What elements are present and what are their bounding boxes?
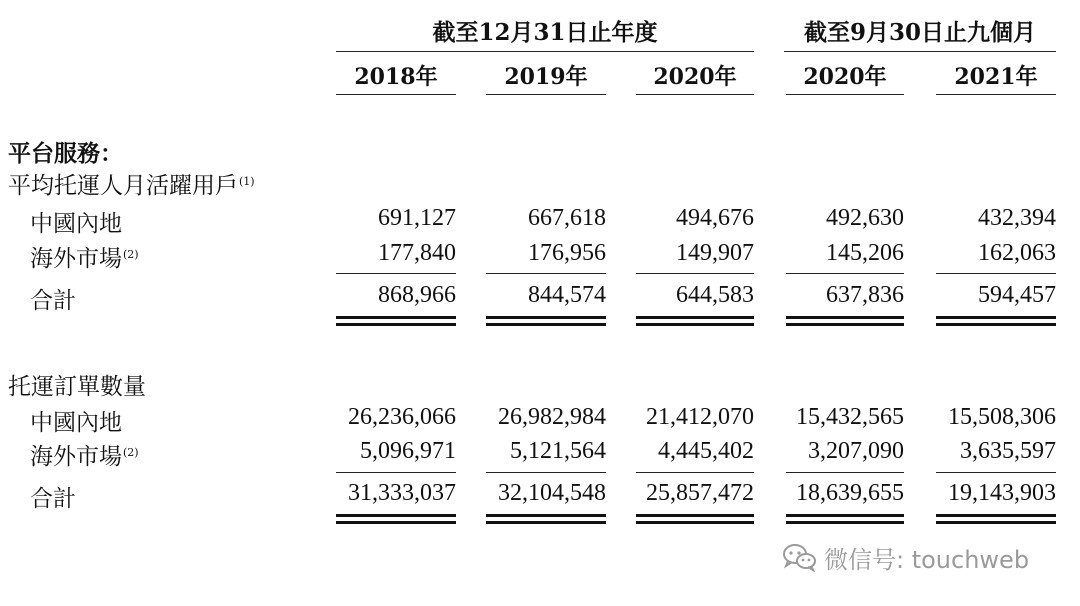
table-cell-total: 844,574	[528, 282, 606, 308]
total-double-rule	[786, 521, 904, 524]
row-label-total: 合計	[30, 288, 76, 314]
total-double-rule	[786, 316, 904, 319]
table-cell: 494,676	[676, 205, 754, 231]
table-cell: 145,206	[826, 240, 904, 266]
total-double-rule	[336, 514, 456, 517]
table-cell-total: 32,104,548	[498, 480, 606, 506]
table-cell-total: 637,836	[826, 282, 904, 308]
table-cell-total: 644,583	[676, 282, 754, 308]
subtotal-rule	[336, 472, 456, 473]
header-nine-months-rule	[784, 51, 1056, 52]
subtotal-rule	[786, 273, 904, 274]
footnote-marker: (2)	[123, 446, 139, 459]
subtotal-rule	[636, 472, 754, 473]
row-label-mainland: 中國內地	[30, 211, 122, 237]
footnote-marker: (2)	[123, 248, 139, 261]
subtotal-rule	[636, 273, 754, 274]
total-double-rule	[786, 514, 904, 517]
total-double-rule	[486, 323, 606, 326]
table-cell: 15,508,306	[948, 404, 1056, 430]
total-double-rule	[486, 521, 606, 524]
footnote-marker: (1)	[239, 175, 255, 188]
table-cell: 15,432,565	[796, 404, 904, 430]
year-rule	[936, 94, 1056, 95]
row-label-mainland: 中國內地	[30, 410, 122, 436]
section-title-platform-services: 平台服務：	[8, 140, 123, 167]
year-rule	[336, 94, 456, 95]
table-cell: 177,840	[378, 240, 456, 266]
total-double-rule	[636, 323, 754, 326]
watermark-text: 微信号: touchweb	[824, 545, 1030, 574]
table-cell: 26,982,984	[498, 404, 606, 430]
table-cell: 149,907	[676, 240, 754, 266]
year-header-2019: 2019年	[504, 64, 588, 90]
year-header-2020-9m: 2020年	[803, 64, 887, 90]
total-double-rule	[636, 521, 754, 524]
total-double-rule	[336, 316, 456, 319]
section-title-shipment-orders: 托運訂單數量	[8, 374, 146, 400]
year-rule	[486, 94, 606, 95]
table-cell-total: 31,333,037	[348, 480, 456, 506]
subtotal-rule	[336, 273, 456, 274]
total-double-rule	[636, 316, 754, 319]
year-header-2021-9m: 2021年	[954, 64, 1038, 90]
table-cell: 4,445,402	[658, 438, 754, 464]
total-double-rule	[936, 316, 1056, 319]
table-cell: 667,618	[528, 205, 606, 231]
header-nine-months: 截至9月30日止九個月	[803, 19, 1036, 46]
row-label-overseas: 海外市場$^{(2)}$	[30, 246, 139, 272]
subtotal-rule	[936, 472, 1056, 473]
table-cell: 691,127	[378, 205, 456, 231]
year-rule	[786, 94, 904, 95]
section-subtitle-monthly-active-shippers: 平均托運人月活躍用戶$^{(1)}$	[8, 173, 255, 199]
year-rule	[636, 94, 754, 95]
header-fiscal-year-rule	[336, 51, 754, 52]
row-label-overseas: 海外市場$^{(2)}$	[30, 444, 139, 470]
subtotal-rule	[486, 472, 606, 473]
year-header-2020-fy: 2020年	[653, 64, 737, 90]
table-cell: 176,956	[528, 240, 606, 266]
total-double-rule	[786, 323, 904, 326]
subtotal-rule	[786, 472, 904, 473]
year-header-2018: 2018年	[354, 64, 438, 90]
table-cell: 21,412,070	[646, 404, 754, 430]
table-cell: 432,394	[978, 205, 1056, 231]
total-double-rule	[486, 316, 606, 319]
total-double-rule	[486, 514, 606, 517]
table-cell: 3,635,597	[960, 438, 1056, 464]
total-double-rule	[936, 514, 1056, 517]
row-label-total: 合計	[30, 486, 76, 512]
total-double-rule	[936, 323, 1056, 326]
table-cell: 162,063	[978, 240, 1056, 266]
subtotal-rule	[486, 273, 606, 274]
table-cell: 5,096,971	[360, 438, 456, 464]
total-double-rule	[336, 521, 456, 524]
table-cell-total: 18,639,655	[796, 480, 904, 506]
table-cell-total: 868,966	[378, 282, 456, 308]
total-double-rule	[336, 323, 456, 326]
total-double-rule	[936, 521, 1056, 524]
table-cell: 492,630	[826, 205, 904, 231]
table-cell-total: 25,857,472	[646, 480, 754, 506]
table-cell: 3,207,090	[808, 438, 904, 464]
table-cell-total: 594,457	[978, 282, 1056, 308]
table-cell: 26,236,066	[348, 404, 456, 430]
table-cell-total: 19,143,903	[948, 480, 1056, 506]
wechat-icon	[782, 542, 818, 572]
subtotal-rule	[936, 273, 1056, 274]
watermark	[782, 540, 1052, 574]
header-fiscal-year: 截至12月31日止年度	[432, 19, 658, 46]
total-double-rule	[636, 514, 754, 517]
table-cell: 5,121,564	[510, 438, 606, 464]
